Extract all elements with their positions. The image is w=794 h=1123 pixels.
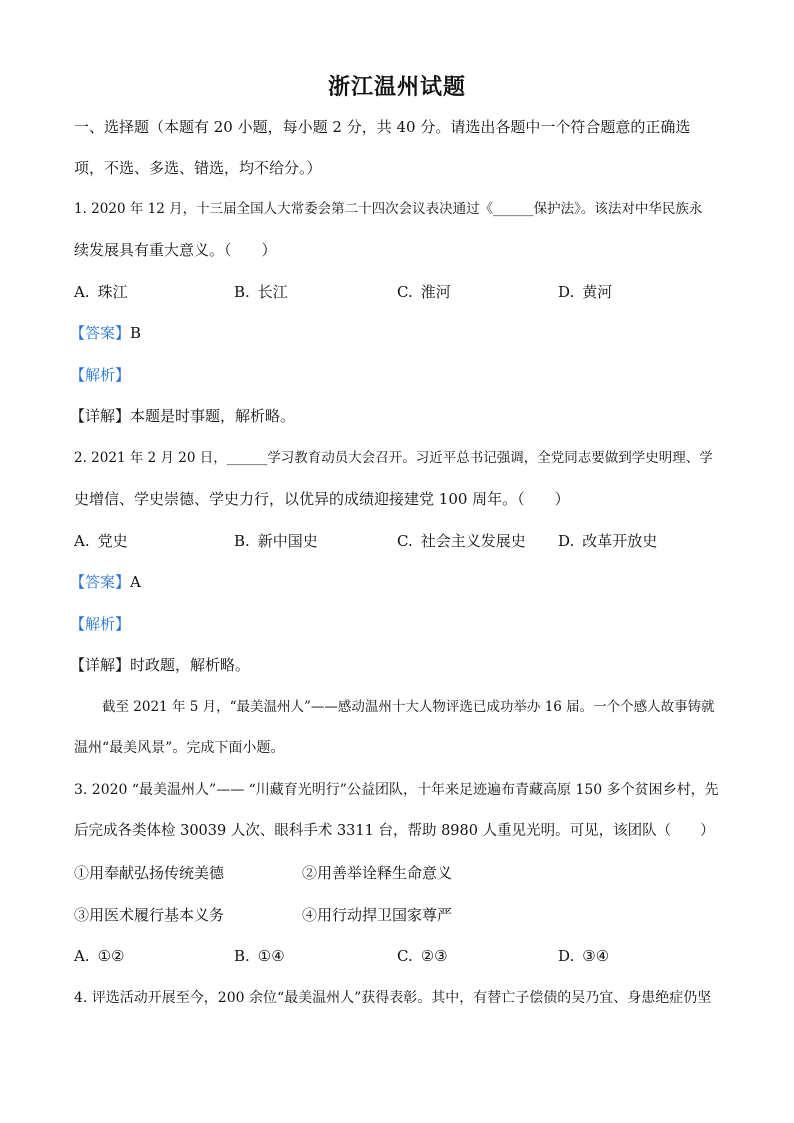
q3-option-a: A. ①②: [74, 947, 125, 965]
q2-option-d: D. 改革开放史: [558, 532, 658, 550]
q2-answer: 【答案】A: [70, 573, 141, 591]
q2-option-c: C. 社会主义发展史: [397, 532, 526, 550]
q2-option-a: A. 党史: [74, 532, 128, 550]
q1-answer: 【答案】B: [70, 324, 142, 342]
section-heading-line-1: 一、选择题（本题有 20 小题，每小题 2 分，共 40 分。请选出各题中一个符合题意的正确选: [74, 118, 691, 136]
q3-statement-4: ④用行动捍卫国家尊严: [302, 906, 453, 924]
q1-option-c: C. 淮河: [397, 283, 451, 301]
q2-detail: 【详解】时政题，解析略。: [70, 656, 251, 674]
q2-stem-line-2: 史增信、学史崇德、学史力行，以优异的成绩迎接建党 100 周年。（ ）: [74, 490, 570, 508]
section-heading-line-2: 项，不选、多选、错选，均不给分。）: [74, 159, 322, 177]
q2-analysis-tag: 【解析】: [70, 615, 131, 633]
material-line-1: 截至 2021 年 5 月，“最美温州人”——感动温州十大人物评选已成功举办 16 届。一个个感人故事铸就: [102, 699, 715, 715]
q4-stem-line-1: 4. 评选活动开展至今，200 余位“最美温州人”获得表彰。其中，有替亡子偿债的吴乃宜、身患绝症仍坚: [74, 990, 712, 1006]
q1-option-a: A. 珠江: [74, 283, 128, 301]
q3-statement-1: ①用奉献弘扬传统美德: [74, 864, 225, 882]
q1-option-d: D. 黄河: [558, 283, 613, 301]
q1-analysis-tag: 【解析】: [70, 366, 131, 384]
q3-stem-line-1: 3. 2020 “最美温州人”—— “川藏育光明行”公益团队，十年来足迹遍布青藏高原 150 多个贫困乡村，先: [74, 782, 719, 798]
q1-detail: 【详解】本题是时事题，解析略。: [70, 407, 296, 425]
q3-statement-3: ③用医术履行基本义务: [74, 906, 225, 924]
q3-statement-2: ②用善举诠释生命意义: [302, 864, 453, 882]
page-title: 浙江温州试题: [327, 74, 466, 100]
q1-stem-line-2: 续发展具有重大意义。（ ）: [74, 241, 277, 259]
material-line-2: 温州“最美风景”。完成下面小题。: [74, 740, 285, 756]
q3-option-c: C. ②③: [397, 947, 448, 965]
q3-option-b: B. ①④: [234, 947, 285, 965]
q1-option-b: B. 长江: [234, 283, 288, 301]
q3-option-d: D. ③④: [558, 947, 610, 965]
q2-option-b: B. 新中国史: [234, 532, 318, 550]
q1-stem-line-1: 1. 2020 年 12 月，十三届全国人大常委会第二十四次会议表决通过《______保护法》。该法对中华民族永: [74, 201, 703, 217]
q3-stem-line-2: 后完成各类体检 30039 人次、眼科手术 3311 台，帮助 8980 人重见光明。可见，该团队（ ）: [74, 823, 715, 839]
q2-stem-line-1: 2. 2021 年 2 月 20 日，______学习教育动员大会召开。习近平总书记强调，全党同志要做到学史明理、学: [74, 450, 713, 466]
